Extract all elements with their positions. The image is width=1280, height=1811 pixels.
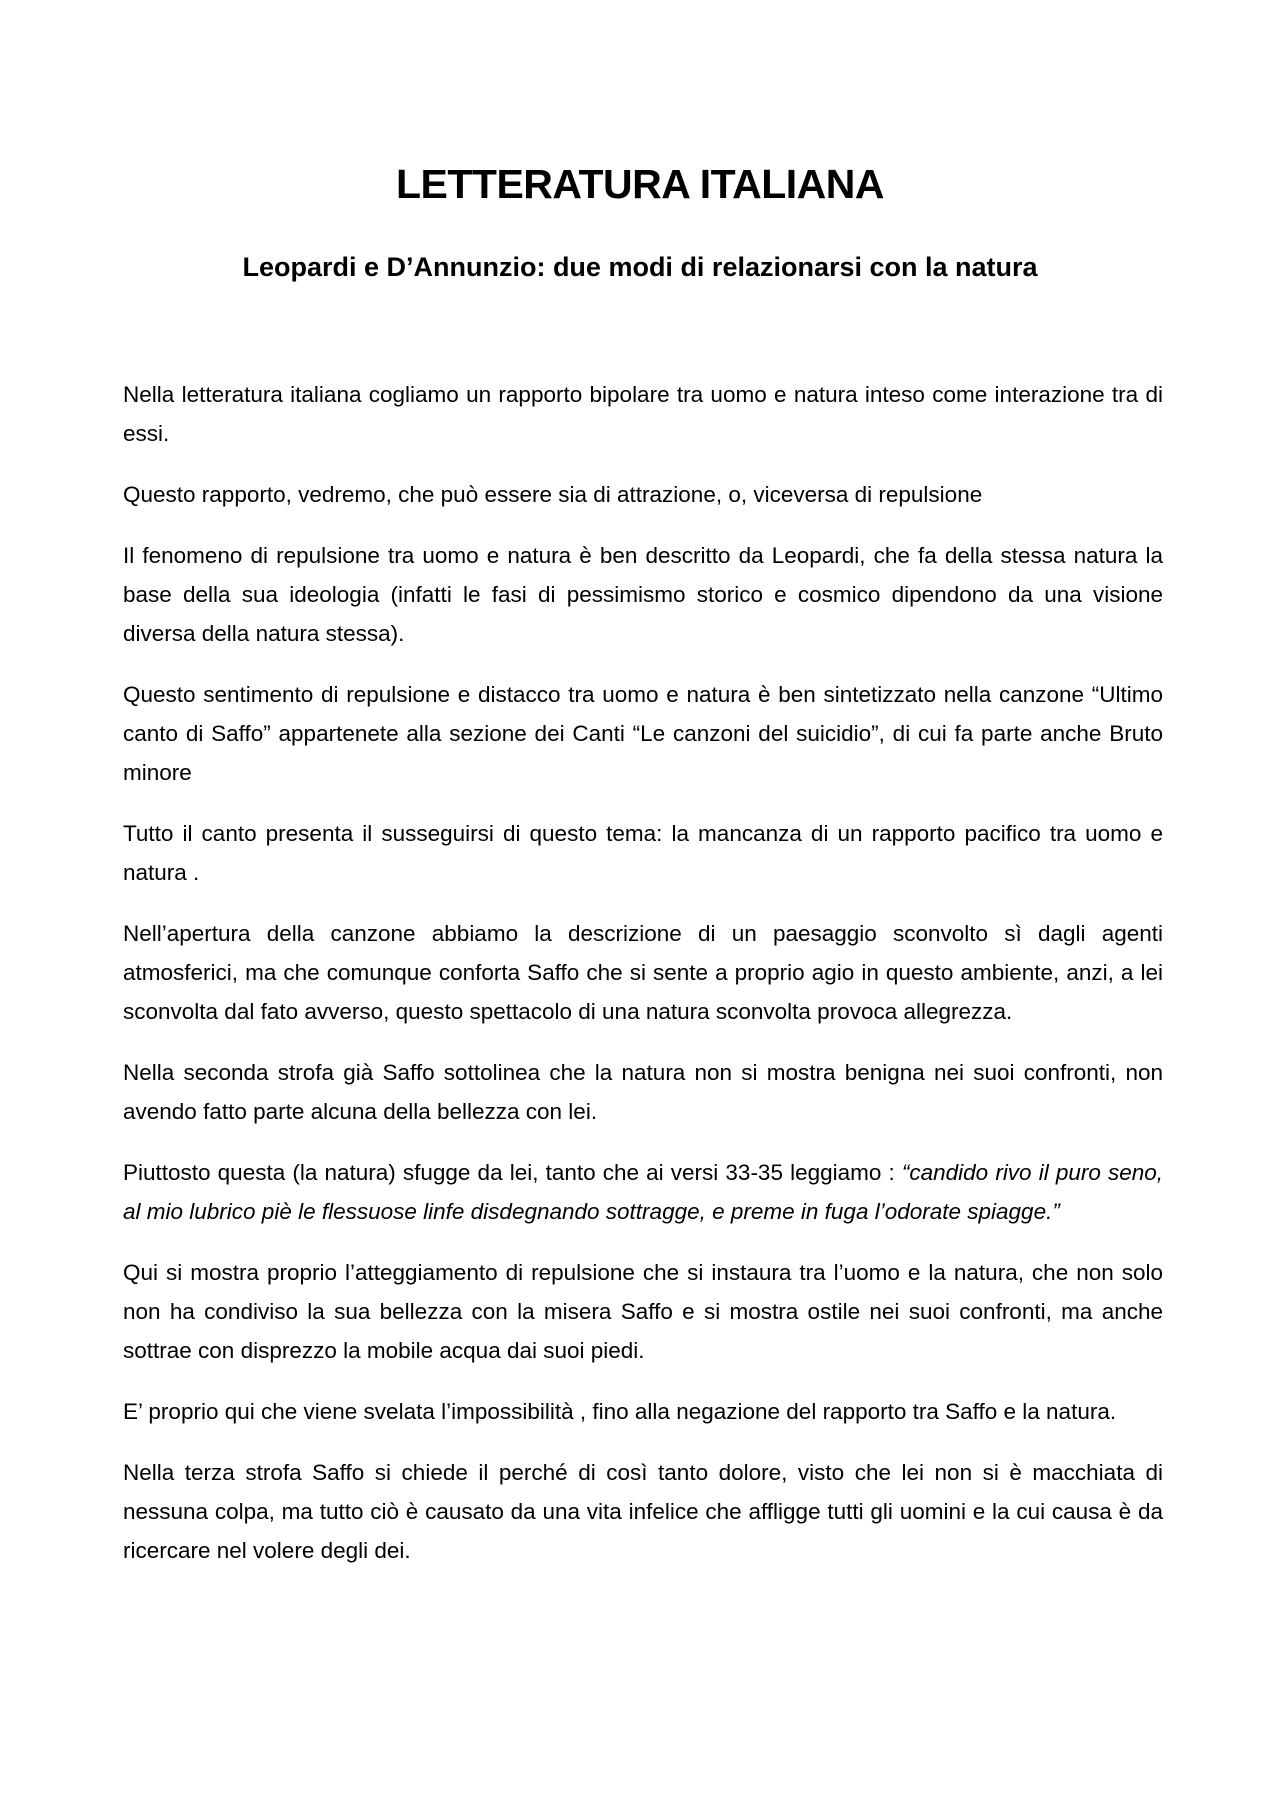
paragraph: E’ proprio qui che viene svelata l’impossibilità , fino alla negazione del rapporto tra Saffo e la natura. [123,1399,1117,1424]
paragraph: Il fenomeno di repulsione tra uomo e natura è ben descritto da Leopardi, che fa della stessa natura la base della sua ideologia (infatti le fasi di pessimismo storico e cosmico dipendono da una visione diversa della natura stessa). [123,543,1163,646]
paragraph: Tutto il canto presenta il susseguirsi di questo tema: la mancanza di un rapporto pacifico tra uomo e natura . [123,821,1163,885]
paragraph: Nella terza strofa Saffo si chiede il perché di così tanto dolore, visto che lei non si è macchiata di nessuna colpa, ma tutto ciò è causato da una vita infelice che affligge tutti gli uomini e la cui causa è da ricercare nel volere degli dei. [123,1460,1163,1563]
document-subtitle: Leopardi e D’Annunzio: due modi di relazionarsi con la natura [242,252,1038,282]
document-title: LETTERATURA ITALIANA [395,161,884,207]
paragraph: Questo rapporto, vedremo, che può essere sia di attrazione, o, viceversa di repulsione [123,482,983,507]
paragraph: Nella seconda strofa già Saffo sottolinea che la natura non si mostra benigna nei suoi confronti, non avendo fatto parte alcuna della bellezza con lei. [123,1060,1163,1124]
quote-lead-text: Piuttosto questa (la natura) sfugge da lei, tanto che ai versi 33-35 leggiamo : [123,1160,902,1185]
quote-paragraph [123,1153,1163,1231]
verse-quote: “candido rivo il puro seno, al mio lubrico piè le flessuose linfe disdegnando sottragge, e preme in fuga l’odorate spiagge.” [123,1160,1164,1224]
paragraph: Questo sentimento di repulsione e distacco tra uomo e natura è ben sintetizzato nella canzone “Ultimo canto di Saffo” appartenete alla sezione dei Canti “Le canzoni del suicidio”, di cui fa parte anche Bruto minore [123,682,1163,785]
paragraph: Nell’apertura della canzone abbiamo la descrizione di un paesaggio sconvolto sì dagli agenti atmosferici, ma che comunque conforta Saffo che si sente a proprio agio in questo ambiente, anzi, a lei sconvolta dal fato avverso, questo spettacolo di una natura sconvolta provoca allegrezza. [123,921,1163,1024]
paragraph: Qui si mostra proprio l’atteggiamento di repulsione che si instaura tra l’uomo e la natura, che non solo non ha condiviso la sua bellezza con la misera Saffo e si mostra ostile nei suoi confronti, ma anche sottrae con disprezzo la mobile acqua dai suoi piedi. [123,1260,1163,1363]
paragraph: Nella letteratura italiana cogliamo un rapporto bipolare tra uomo e natura inteso come interazione tra di essi. [123,382,1163,446]
document-body [123,375,1163,1570]
